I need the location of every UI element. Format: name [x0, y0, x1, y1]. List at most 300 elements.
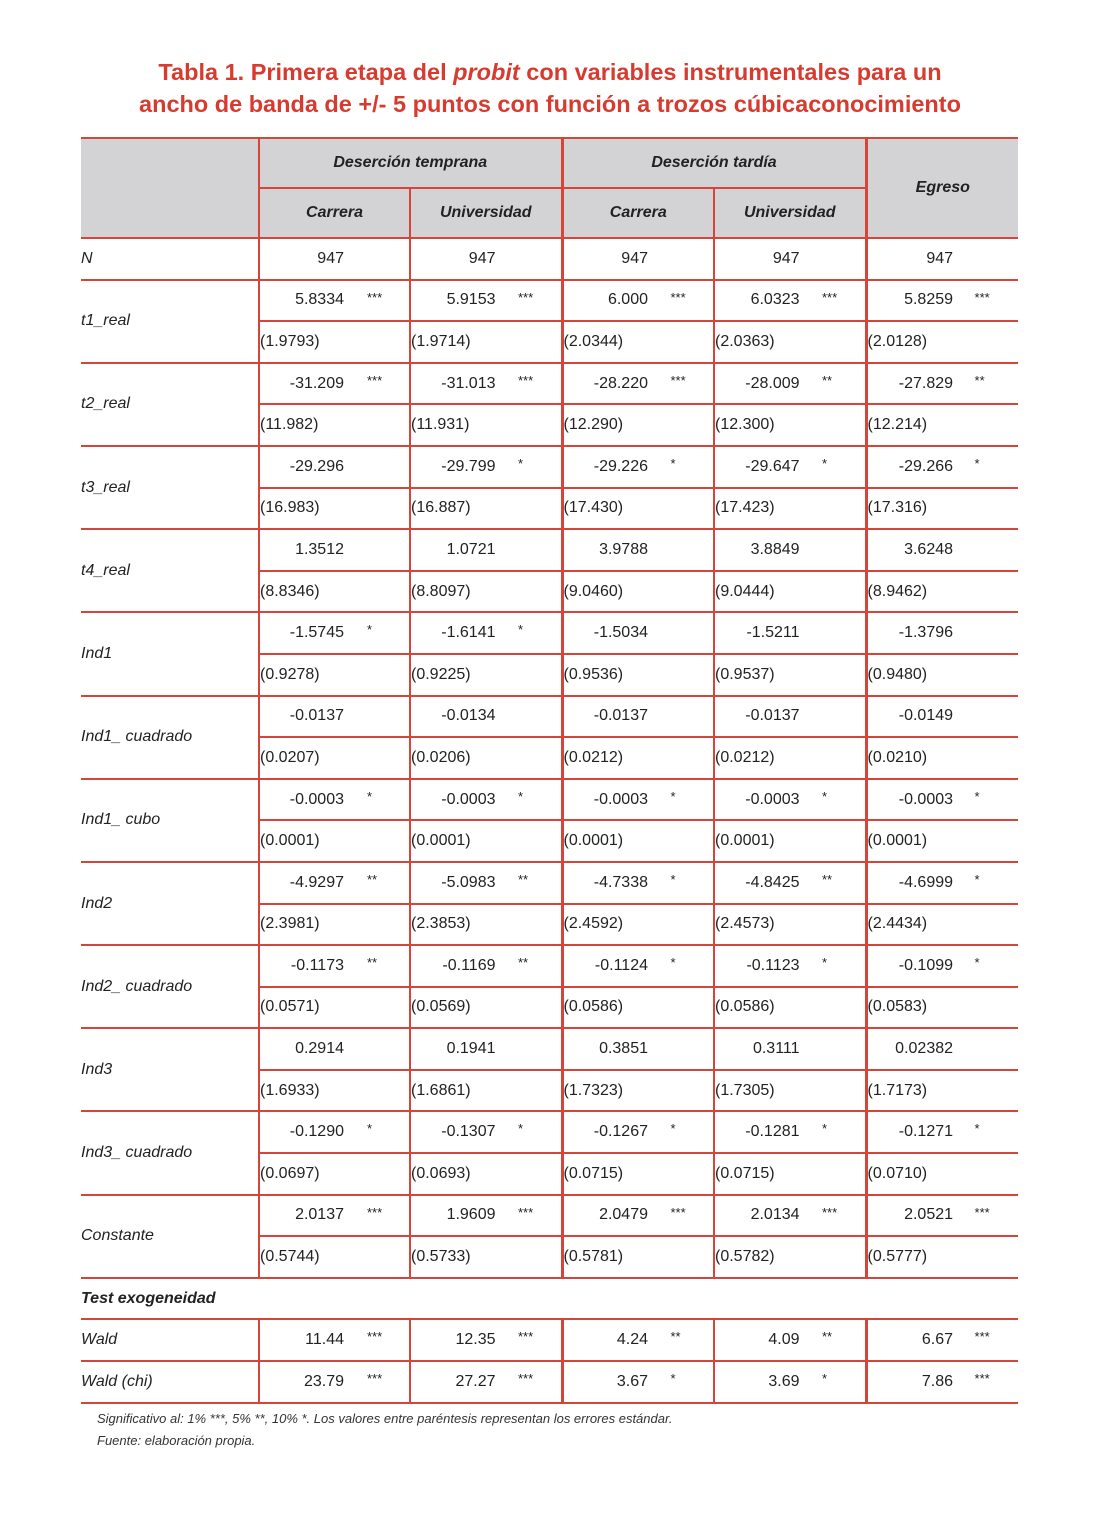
significance-stars: ***: [822, 289, 838, 305]
significance-stars: *: [974, 1121, 980, 1137]
row-label: Ind3: [81, 1028, 259, 1111]
coefficient-cell-content: [564, 530, 714, 570]
title-line2: ancho de banda de +/- 5 puntos con función a trozos cúbicaconocimiento: [139, 91, 961, 117]
standard-error-cell: (2.3853): [410, 904, 562, 946]
significance-stars: **: [367, 955, 378, 971]
row-label: Constante: [81, 1195, 259, 1278]
significance-stars: *: [670, 1121, 676, 1137]
coefficient-value: -0.1271: [898, 1123, 954, 1141]
coefficient-cell-content: [260, 364, 409, 404]
standard-error-cell: (0.0212): [714, 737, 866, 779]
coefficient-cell: [562, 446, 714, 488]
row-label: t1_real: [81, 280, 259, 363]
test-cell-content: [411, 1320, 561, 1360]
coefficient-value: 947: [468, 249, 496, 267]
significance-stars: *: [974, 788, 980, 804]
significance-stars: *: [518, 1121, 524, 1137]
table-row-n: [81, 238, 1018, 280]
coefficient-cell: [259, 280, 410, 322]
significance-stars: *: [822, 1371, 828, 1387]
row-label: Ind1_ cubo: [81, 779, 259, 862]
significance-stars: ***: [367, 372, 383, 388]
table-row-coefficient: [81, 779, 1018, 821]
coefficient-cell: [259, 1111, 410, 1153]
coefficient-cell-content: [564, 780, 714, 820]
coefficient-cell: [410, 862, 562, 904]
n-cell-content: [868, 239, 1019, 279]
coefficient-cell: [866, 280, 1018, 322]
coefficient-value: -27.829: [898, 374, 954, 392]
n-cell: [866, 238, 1018, 280]
coefficient-cell-content: [260, 780, 409, 820]
standard-error-cell: (2.3981): [259, 904, 410, 946]
coefficient-cell: [714, 612, 866, 654]
coefficient-cell: [714, 280, 866, 322]
coefficient-value: -0.1281: [745, 1123, 800, 1141]
table-row-coefficient: [81, 1028, 1018, 1070]
section-row-test: [81, 1278, 1018, 1320]
significance-note: Significativo al: 1% ***, 5% **, 10% *. Los valores entre paréntesis representan los errores estándar.: [97, 1411, 673, 1426]
coefficient-cell-content: [411, 1196, 561, 1236]
coefficient-cell: [714, 945, 866, 987]
coefficient-cell: [410, 446, 562, 488]
coefficient-cell: [714, 862, 866, 904]
significance-stars: **: [518, 871, 529, 887]
coefficient-cell-content: [868, 1029, 1019, 1069]
coefficient-value: 0.3111: [752, 1040, 800, 1058]
coefficient-value: -28.220: [593, 374, 648, 392]
coefficient-cell-content: [411, 1112, 561, 1152]
row-label: Wald: [81, 1319, 259, 1361]
test-cell: [562, 1361, 714, 1403]
standard-error-cell: (2.0344): [562, 321, 714, 363]
row-label: t3_real: [81, 446, 259, 529]
significance-stars: *: [670, 871, 676, 887]
standard-error-cell: (1.6933): [259, 1070, 410, 1112]
coefficient-value: -0.1169: [442, 956, 496, 974]
test-cell-content: [260, 1362, 409, 1402]
standard-error-cell: (17.430): [562, 488, 714, 530]
coefficient-value: 27.27: [455, 1372, 496, 1390]
coefficient-cell-content: [868, 946, 1019, 986]
coefficient-cell: [562, 1111, 714, 1153]
header-carrera-tardia: Carrera: [562, 188, 714, 238]
coefficient-cell: [562, 696, 714, 738]
coefficient-value: -0.0137: [745, 707, 800, 725]
significance-stars: ***: [974, 1371, 990, 1387]
coefficient-cell-content: [715, 1196, 865, 1236]
coefficient-cell-content: [564, 281, 714, 321]
coefficient-cell: [866, 1028, 1018, 1070]
coefficient-value: 2.0479: [599, 1206, 648, 1224]
coefficient-cell: [259, 612, 410, 654]
row-label: N: [81, 238, 259, 280]
standard-error-cell: (2.4573): [714, 904, 866, 946]
coefficient-value: -0.0134: [441, 707, 496, 725]
standard-error-cell: (0.5733): [410, 1236, 562, 1278]
coefficient-cell-content: [715, 697, 865, 737]
table-row-test: [81, 1361, 1018, 1403]
coefficient-cell: [562, 945, 714, 987]
coefficient-value: -4.9297: [289, 873, 344, 891]
coefficient-value: 11.44: [305, 1331, 344, 1349]
coefficient-value: 23.79: [303, 1372, 344, 1390]
coefficient-value: -0.1099: [898, 956, 954, 974]
coefficient-value: 4.09: [768, 1331, 800, 1349]
coefficient-cell-content: [564, 1196, 714, 1236]
coefficient-cell: [714, 1111, 866, 1153]
significance-stars: *: [822, 455, 828, 471]
standard-error-cell: (1.7173): [866, 1070, 1018, 1112]
coefficient-cell-content: [715, 946, 865, 986]
row-label: Ind2_ cuadrado: [81, 945, 259, 1028]
standard-error-cell: (0.0569): [410, 987, 562, 1029]
row-label: Ind1: [81, 612, 259, 695]
header-empty-cell: [81, 138, 259, 238]
standard-error-cell: (1.7305): [714, 1070, 866, 1112]
coefficient-cell: [259, 1028, 410, 1070]
standard-error-cell: (12.290): [562, 404, 714, 446]
coefficient-value: 3.9788: [599, 540, 648, 558]
coefficient-value: -0.1290: [289, 1123, 344, 1141]
coefficient-value: 3.6248: [904, 540, 954, 558]
standard-error-cell: (11.931): [410, 404, 562, 446]
coefficient-cell: [410, 363, 562, 405]
coefficient-cell-content: [260, 946, 409, 986]
coefficient-cell-content: [411, 863, 561, 903]
significance-stars: ***: [367, 289, 383, 305]
table-row-coefficient: [81, 280, 1018, 322]
coefficient-value: -29.647: [745, 457, 800, 475]
coefficient-cell: [866, 363, 1018, 405]
significance-stars: *: [670, 788, 676, 804]
coefficient-cell-content: [715, 1112, 865, 1152]
standard-error-cell: (0.0001): [410, 820, 562, 862]
coefficient-value: 1.9609: [446, 1206, 496, 1224]
test-cell-content: [868, 1362, 1019, 1402]
coefficient-cell: [259, 363, 410, 405]
test-cell: [259, 1361, 410, 1403]
standard-error-cell: (0.0001): [714, 820, 866, 862]
coefficient-value: -0.0003: [593, 790, 648, 808]
source-note: Fuente: elaboración propia.: [97, 1433, 256, 1448]
standard-error-cell: (2.4434): [866, 904, 1018, 946]
standard-error-cell: (0.9225): [410, 654, 562, 696]
significance-stars: *: [367, 788, 373, 804]
coefficient-cell-content: [260, 863, 409, 903]
coefficient-value: 6.000: [607, 291, 648, 309]
test-cell-content: [260, 1320, 409, 1360]
coefficient-cell: [866, 779, 1018, 821]
significance-stars: *: [518, 788, 524, 804]
coefficient-cell: [866, 862, 1018, 904]
test-cell: [410, 1319, 562, 1361]
coefficient-cell-content: [411, 364, 561, 404]
significance-stars: ***: [518, 1204, 534, 1220]
significance-stars: *: [822, 955, 828, 971]
significance-stars: ***: [367, 1371, 383, 1387]
coefficient-cell: [259, 862, 410, 904]
standard-error-cell: (0.9480): [866, 654, 1018, 696]
coefficient-cell-content: [564, 946, 714, 986]
section-title: Test exogeneidad: [81, 1278, 1018, 1320]
significance-stars: *: [822, 1121, 828, 1137]
standard-error-cell: (0.0586): [562, 987, 714, 1029]
standard-error-cell: (9.0444): [714, 571, 866, 613]
coefficient-value: 0.2914: [295, 1040, 344, 1058]
significance-stars: ***: [518, 289, 534, 305]
significance-stars: ***: [367, 1329, 383, 1345]
standard-error-cell: (0.5781): [562, 1236, 714, 1278]
coefficient-cell: [714, 779, 866, 821]
n-cell: [562, 238, 714, 280]
standard-error-cell: (0.0586): [714, 987, 866, 1029]
standard-error-cell: (16.983): [259, 488, 410, 530]
coefficient-cell: [714, 696, 866, 738]
coefficient-cell: [259, 779, 410, 821]
coefficient-value: 947: [317, 249, 344, 267]
header-universidad-temprana: Universidad: [410, 188, 562, 238]
significance-stars: **: [367, 871, 378, 887]
significance-stars: *: [367, 1121, 373, 1137]
coefficient-cell-content: [868, 863, 1019, 903]
n-cell: [259, 238, 410, 280]
standard-error-cell: (17.316): [866, 488, 1018, 530]
coefficient-cell: [410, 696, 562, 738]
coefficient-cell-content: [715, 1029, 865, 1069]
table-row-coefficient: [81, 945, 1018, 987]
coefficient-cell-content: [411, 281, 561, 321]
significance-stars: **: [670, 1329, 681, 1345]
test-cell-content: [564, 1362, 714, 1402]
standard-error-cell: (11.982): [259, 404, 410, 446]
coefficient-value: -0.0003: [441, 790, 496, 808]
standard-error-cell: (0.0571): [259, 987, 410, 1029]
test-cell-content: [564, 1320, 714, 1360]
standard-error-cell: (8.9462): [866, 571, 1018, 613]
coefficient-cell-content: [868, 697, 1019, 737]
coefficient-cell: [410, 945, 562, 987]
n-cell-content: [260, 239, 409, 279]
test-cell: [259, 1319, 410, 1361]
standard-error-cell: (12.300): [714, 404, 866, 446]
n-cell-content: [715, 239, 865, 279]
significance-stars: *: [974, 455, 980, 471]
coefficient-cell-content: [260, 530, 409, 570]
coefficient-value: -0.0003: [745, 790, 800, 808]
header-egreso: Egreso: [866, 138, 1018, 238]
coefficient-cell-content: [260, 447, 409, 487]
standard-error-cell: (0.9278): [259, 654, 410, 696]
standard-error-cell: (0.5782): [714, 1236, 866, 1278]
coefficient-cell-content: [411, 946, 561, 986]
title-line1: Tabla 1. Primera etapa del probit con variables instrumentales para un: [158, 59, 942, 85]
test-cell-content: [715, 1362, 865, 1402]
coefficient-value: -4.8425: [745, 873, 800, 891]
coefficient-cell-content: [715, 281, 865, 321]
standard-error-cell: (1.9714): [410, 321, 562, 363]
coefficient-value: -0.0003: [898, 790, 954, 808]
coefficient-cell: [866, 446, 1018, 488]
significance-stars: **: [974, 372, 985, 388]
significance-stars: ***: [518, 372, 534, 388]
significance-stars: *: [367, 622, 373, 638]
coefficient-value: -4.6999: [898, 873, 954, 891]
row-label: t2_real: [81, 363, 259, 446]
coefficient-value: 7.86: [921, 1372, 954, 1390]
standard-error-cell: (1.7323): [562, 1070, 714, 1112]
coefficient-cell: [866, 945, 1018, 987]
coefficient-cell-content: [868, 780, 1019, 820]
header-universidad-tardia: Universidad: [714, 188, 866, 238]
coefficient-cell: [410, 280, 562, 322]
table-row-coefficient: [81, 529, 1018, 571]
significance-stars: **: [822, 871, 833, 887]
coefficient-cell: [410, 612, 562, 654]
coefficient-cell-content: [411, 530, 561, 570]
header-desercion-tardia: Deserción tardía: [562, 138, 866, 188]
coefficient-cell-content: [260, 697, 409, 737]
coefficient-cell: [562, 529, 714, 571]
significance-stars: *: [670, 955, 676, 971]
test-cell-content: [715, 1320, 865, 1360]
coefficient-value: -0.1307: [441, 1123, 496, 1141]
coefficient-cell-content: [564, 1112, 714, 1152]
coefficient-value: 0.3851: [599, 1040, 648, 1058]
results-table: [81, 137, 1018, 1404]
row-label: Ind3_ cuadrado: [81, 1111, 259, 1194]
coefficient-value: -1.3796: [898, 624, 954, 642]
coefficient-value: -1.5211: [746, 624, 800, 642]
coefficient-value: -4.7338: [593, 873, 648, 891]
coefficient-value: -0.1267: [593, 1123, 648, 1141]
standard-error-cell: (2.0363): [714, 321, 866, 363]
standard-error-cell: (0.5777): [866, 1236, 1018, 1278]
header-row-groups: [81, 138, 1018, 188]
coefficient-value: 3.69: [768, 1372, 800, 1390]
coefficient-value: -0.1173: [290, 956, 344, 974]
coefficient-value: 0.02382: [895, 1040, 954, 1058]
standard-error-cell: (0.0207): [259, 737, 410, 779]
standard-error-cell: (0.0001): [259, 820, 410, 862]
coefficient-value: 2.0134: [750, 1206, 800, 1224]
significance-stars: *: [670, 455, 676, 471]
significance-stars: ***: [974, 1204, 990, 1220]
test-cell-content: [411, 1362, 561, 1402]
table-title: [0, 56, 1100, 120]
coefficient-value: 947: [926, 249, 954, 267]
n-cell: [714, 238, 866, 280]
standard-error-cell: (0.0212): [562, 737, 714, 779]
coefficient-cell: [410, 529, 562, 571]
row-label: Ind1_ cuadrado: [81, 696, 259, 779]
coefficient-cell: [866, 696, 1018, 738]
coefficient-value: -0.0003: [289, 790, 344, 808]
coefficient-value: -29.799: [441, 457, 496, 475]
coefficient-cell-content: [868, 613, 1019, 653]
coefficient-cell: [410, 1028, 562, 1070]
coefficient-value: 1.0721: [446, 540, 496, 558]
significance-stars: ***: [518, 1371, 534, 1387]
n-cell-content: [564, 239, 714, 279]
test-cell: [714, 1319, 866, 1361]
standard-error-cell: (2.4592): [562, 904, 714, 946]
coefficient-cell-content: [564, 447, 714, 487]
standard-error-cell: (1.9793): [259, 321, 410, 363]
standard-error-cell: (0.0697): [259, 1153, 410, 1195]
table-row-coefficient: [81, 862, 1018, 904]
test-cell: [410, 1361, 562, 1403]
coefficient-value: 5.8334: [295, 291, 344, 309]
coefficient-cell: [866, 529, 1018, 571]
coefficient-value: -29.296: [289, 457, 344, 475]
coefficient-value: 4.24: [616, 1331, 648, 1349]
coefficient-cell-content: [411, 613, 561, 653]
standard-error-cell: (0.0693): [410, 1153, 562, 1195]
coefficient-cell: [562, 280, 714, 322]
standard-error-cell: (0.0715): [562, 1153, 714, 1195]
coefficient-value: 5.8259: [904, 291, 954, 309]
coefficient-value: -29.226: [593, 457, 648, 475]
significance-stars: **: [518, 955, 529, 971]
coefficient-cell: [410, 1195, 562, 1237]
coefficient-cell-content: [564, 613, 714, 653]
table-row-coefficient: [81, 612, 1018, 654]
coefficient-cell-content: [411, 1029, 561, 1069]
standard-error-cell: (0.9536): [562, 654, 714, 696]
significance-stars: *: [670, 1371, 676, 1387]
coefficient-value: 6.67: [921, 1331, 954, 1349]
coefficient-cell-content: [564, 697, 714, 737]
standard-error-cell: (0.0583): [866, 987, 1018, 1029]
coefficient-cell-content: [411, 447, 561, 487]
coefficient-value: -0.1123: [746, 956, 800, 974]
coefficient-cell: [714, 1195, 866, 1237]
standard-error-cell: (0.0710): [866, 1153, 1018, 1195]
coefficient-value: -29.266: [898, 457, 954, 475]
table-row-coefficient: [81, 696, 1018, 738]
coefficient-value: 947: [772, 249, 800, 267]
coefficient-value: -0.0137: [289, 707, 344, 725]
n-cell-content: [411, 239, 561, 279]
coefficient-cell-content: [715, 613, 865, 653]
coefficient-cell-content: [715, 863, 865, 903]
significance-stars: ***: [974, 289, 990, 305]
coefficient-cell: [714, 1028, 866, 1070]
coefficient-value: 2.0521: [904, 1206, 954, 1224]
coefficient-cell: [259, 1195, 410, 1237]
standard-error-cell: (8.8097): [410, 571, 562, 613]
coefficient-value: 6.0323: [750, 291, 800, 309]
table-row-coefficient: [81, 1195, 1018, 1237]
coefficient-value: -1.5745: [289, 624, 344, 642]
test-cell: [562, 1319, 714, 1361]
coefficient-value: 0.1941: [446, 1040, 496, 1058]
coefficient-value: -1.5034: [593, 624, 648, 642]
coefficient-cell: [714, 446, 866, 488]
standard-error-cell: (0.0001): [562, 820, 714, 862]
coefficient-cell: [562, 779, 714, 821]
significance-stars: **: [822, 1329, 833, 1345]
header-carrera-temprana: Carrera: [259, 188, 410, 238]
coefficient-cell: [410, 779, 562, 821]
coefficient-cell-content: [260, 1112, 409, 1152]
significance-stars: ***: [518, 1329, 534, 1345]
standard-error-cell: (17.423): [714, 488, 866, 530]
coefficient-value: -31.209: [289, 374, 344, 392]
coefficient-cell-content: [868, 447, 1019, 487]
significance-stars: *: [974, 871, 980, 887]
